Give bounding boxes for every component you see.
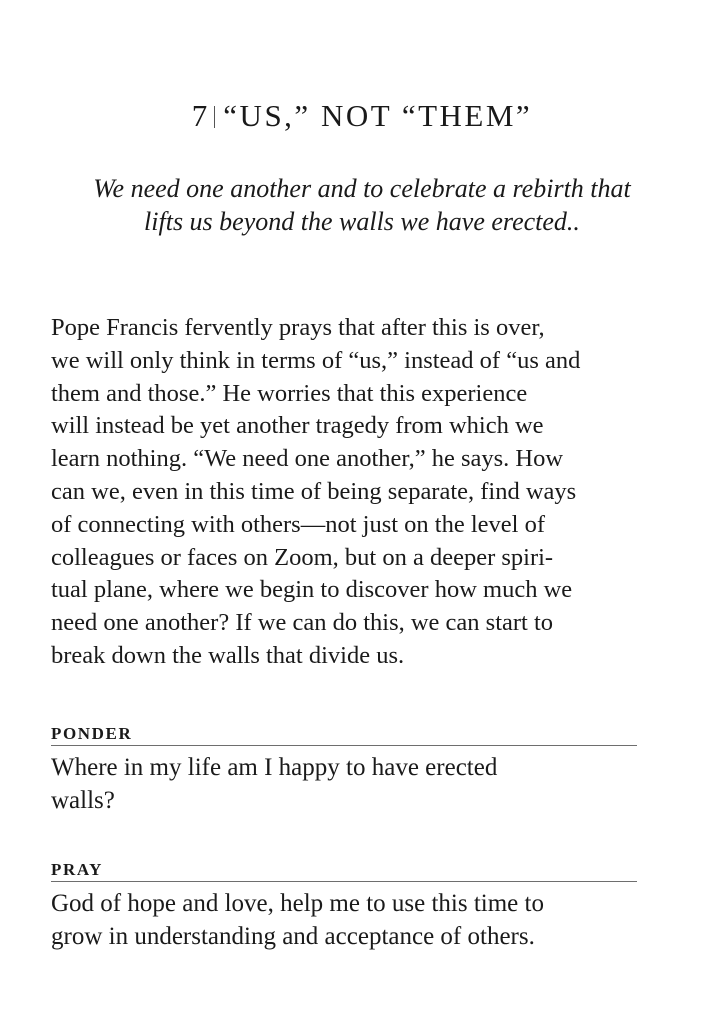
epigraph-line: lifts us beyond the walls we have erected.. <box>144 207 580 236</box>
body-line: need one another? If we can do this, we can start to <box>51 609 554 637</box>
ponder-line: walls? <box>51 787 115 814</box>
pray-line: grow in understanding and acceptance of others. <box>51 923 535 950</box>
ponder-line: Where in my life am I happy to have erected <box>51 754 498 781</box>
body-line: of connecting with others—not just on the level of <box>51 510 545 538</box>
body-line: Pope Francis fervently prays that after this is over, <box>51 314 545 341</box>
chapter-heading <box>0 98 724 134</box>
body-line: colleagues or faces on Zoom, but on a deeper spiri- <box>51 543 554 571</box>
epigraph <box>40 172 684 238</box>
pray-label: PRAY <box>51 860 637 882</box>
chapter-number: 7 <box>191 98 208 133</box>
pray-text <box>51 887 641 953</box>
body-line: will instead be yet another tragedy from which we <box>51 412 544 440</box>
body-paragraph <box>51 312 641 673</box>
ponder-label: PONDER <box>51 724 637 746</box>
chapter-separator <box>214 106 215 128</box>
body-line: can we, even in this time of being separate, find ways <box>51 477 577 505</box>
chapter-title: “US,” NOT “THEM” <box>223 98 533 133</box>
ponder-text <box>51 751 641 817</box>
body-line: we will only think in terms of “us,” instead of “us and <box>51 346 581 374</box>
body-line: tual plane, where we begin to discover how much we <box>51 576 573 604</box>
body-line: them and those.” He worries that this experience <box>51 379 528 407</box>
body-line: learn nothing. “We need one another,” he says. How <box>51 445 564 473</box>
epigraph-line: We need one another and to celebrate a rebirth that <box>93 174 631 203</box>
pray-line: God of hope and love, help me to use this time to <box>51 890 544 917</box>
body-line: break down the walls that divide us. <box>51 641 405 669</box>
